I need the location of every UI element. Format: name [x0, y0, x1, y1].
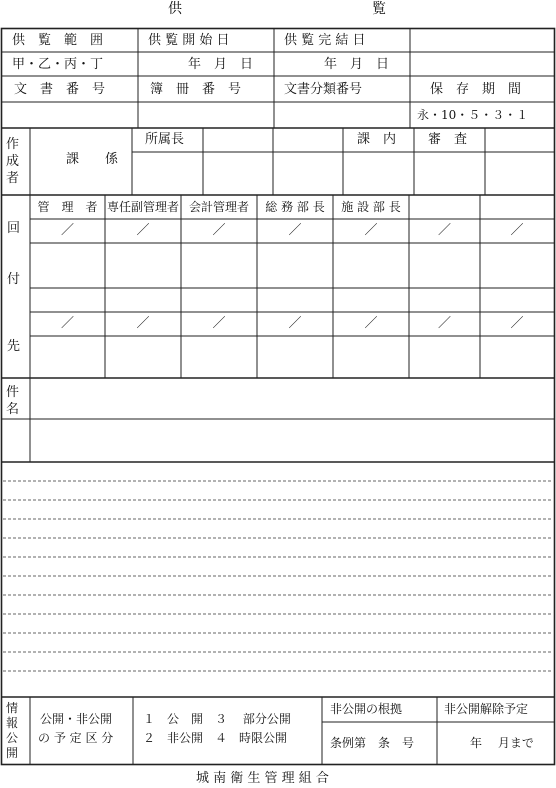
header-deputy-manager: 専任副管理者: [106, 200, 179, 214]
subject-label: 件名: [6, 385, 20, 417]
header-manager: 管 理 者: [37, 200, 98, 214]
slash-cell: ／: [437, 316, 451, 331]
header-general-affairs: 総 務 部 長: [265, 200, 325, 214]
creator-label: 作成者: [6, 137, 20, 186]
header-accounting-manager: 会計管理者: [188, 200, 249, 214]
ledger-number-label: 簿 冊 番 号: [150, 82, 242, 97]
grade-options[interactable]: 甲・乙・丙・丁: [12, 57, 104, 72]
slash-cell: ／: [212, 316, 226, 331]
slash-cell: ／: [136, 316, 150, 331]
slash-cell: ／: [136, 223, 150, 238]
slash-cell: ／: [60, 316, 74, 331]
disclosure-options-1[interactable]: １ 公 開 ３ 部分公開: [143, 712, 291, 726]
non-disclosure-basis-value[interactable]: 条例第 条 号: [330, 736, 415, 750]
slash-cell: ／: [510, 316, 524, 331]
release-schedule-label: 非公開解除予定: [444, 702, 529, 716]
slash-cell: ／: [60, 223, 74, 238]
start-date-label: 供 覧 開 始 日: [148, 33, 230, 48]
slash-cell: ／: [510, 223, 524, 238]
section-chief-label: 課 係: [66, 152, 119, 167]
slash-cell: ／: [212, 223, 226, 238]
slash-cell: ／: [364, 316, 378, 331]
class-number-label: 文書分類番号: [284, 82, 363, 97]
header-right-char: 覧: [372, 1, 386, 17]
retention-label: 保 存 期 間: [430, 82, 522, 97]
start-date-value[interactable]: 年 月 日: [188, 57, 254, 72]
in-section-label: 課 内: [357, 132, 397, 147]
disclosure-category-line-1: 公開・非公開: [40, 712, 113, 726]
slash-cell: ／: [288, 316, 302, 331]
range-label: 供 覧 範 囲: [12, 33, 104, 48]
circulation-label-2: 付: [7, 272, 21, 287]
end-date-value[interactable]: 年 月 日: [324, 57, 390, 72]
non-disclosure-basis-label: 非公開の根拠: [330, 702, 403, 716]
info-disclosure-label: 情報公開: [6, 701, 19, 760]
slash-cell: ／: [364, 223, 378, 238]
doc-number-label: 文 書 番 号: [14, 82, 106, 97]
release-schedule-value[interactable]: 年 月まで: [470, 736, 534, 750]
slash-cell: ／: [288, 223, 302, 238]
end-date-label: 供 覧 完 結 日: [284, 33, 366, 48]
disclosure-category-line-2: の 予 定 区 分: [38, 731, 114, 745]
review-label: 審 査: [428, 132, 468, 147]
organization-name: 城 南 衛 生 管 理 組 合: [196, 771, 329, 786]
disclosure-options-2[interactable]: ２ 非公開 ４ 時限公開: [143, 731, 288, 745]
dept-head-label: 所属長: [145, 132, 185, 147]
circulation-label-1: 回: [7, 221, 21, 236]
retention-values[interactable]: 永・10・５・３・１: [417, 108, 529, 122]
slash-cell: ／: [437, 223, 451, 238]
header-facilities: 施 設 部 長: [341, 200, 401, 214]
circulation-label-3: 先: [7, 339, 21, 354]
header-left-char: 供: [168, 1, 182, 17]
